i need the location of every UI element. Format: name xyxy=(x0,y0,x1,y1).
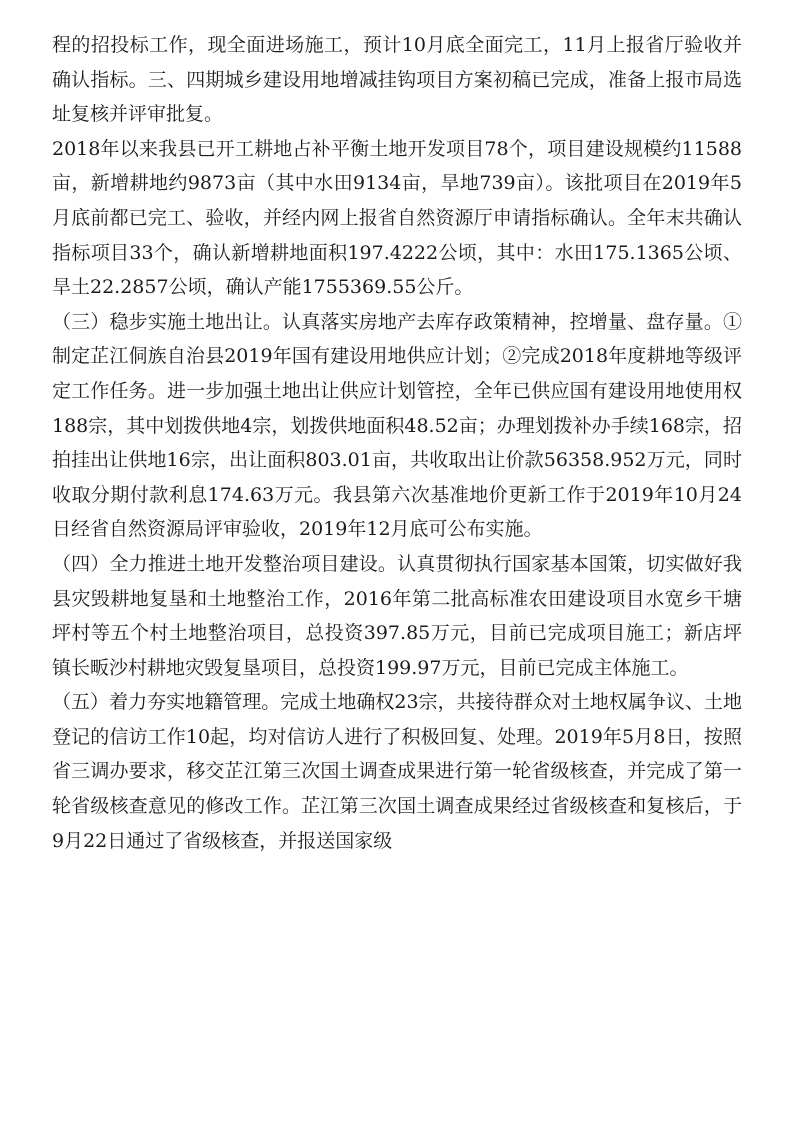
paragraph-land-consolidation-continued: 程的招投标工作，现全面进场施工，预计10月底全面完工，11月上报省厅验收并确认指标。三、四期城乡建设用地增减挂钩项目方案初稿已完成，准备上报市局选址复核并评审批复。 xyxy=(52,34,742,126)
paragraph-land-development: （四）全力推进土地开发整治项目建设。认真贯彻执行国家基本国策，切实做好我县灾毁耕地复垦和土地整治工作，2016年第二批高标准农田建设项目水宽乡干塘坪村等五个村土地整治项目，总投资397.85万元，目前已完成项目施工；新店坪镇长畈沙村耕地灾毁复垦项目，总投资199.97万元，目前已完成主体施工。 xyxy=(52,552,742,679)
paragraph-land-transfer: （三）稳步实施土地出让。认真落实房地产去库存政策精神，控增量、盘存量。①制定芷江侗族自治县2019年国有建设用地供应计划；②完成2018年度耕地等级评定工作任务。进一步加强土地出让供应计划管控，全年已供应国有建设用地使用权188宗，其中划拨供地4宗，划拨供地面积48.52亩；办理划拨补办手续168宗，招拍挂出让供地16宗，出让面积803.01亩，共收取出让价款56358.952万元，同时收取分期付款利息174.63万元。我县第六次基准地价更新工作于2019年10月24日经省自然资源局评审验收，2019年12月底可公布实施。 xyxy=(52,310,743,541)
paragraph-cadastral-management: （五）着力夯实地籍管理。完成土地确权23宗，共接待群众对土地权属争议、土地登记的信访工作10起，均对信访人进行了积极回复、处理。2019年5月8日，按照省三调办要求，移交芷江第三次国土调查成果进行第一轮省级核查，并完成了第一轮省级核查意见的修改工作。芷江第三次国土调查成果经过省级核查和复核后，于9月22日通过了省级核查，并报送国家级 xyxy=(52,691,742,852)
paragraph-farmland-balance: 2018年以来我县已开工耕地占补平衡土地开发项目78个，项目建设规模约11588亩，新增耕地约9873亩（其中水田9134亩，旱地739亩）。该批项目在2019年5月底前都已完工、验收，并经内网上报省自然资源厅申请指标确认。全年末共确认指标项目33个，确认新增耕地面积197.4222公顷，其中：水田175.1365公顷、旱土22.2857公顷，确认产能1755369.55公斤。 xyxy=(52,137,742,299)
document-body xyxy=(52,28,742,858)
